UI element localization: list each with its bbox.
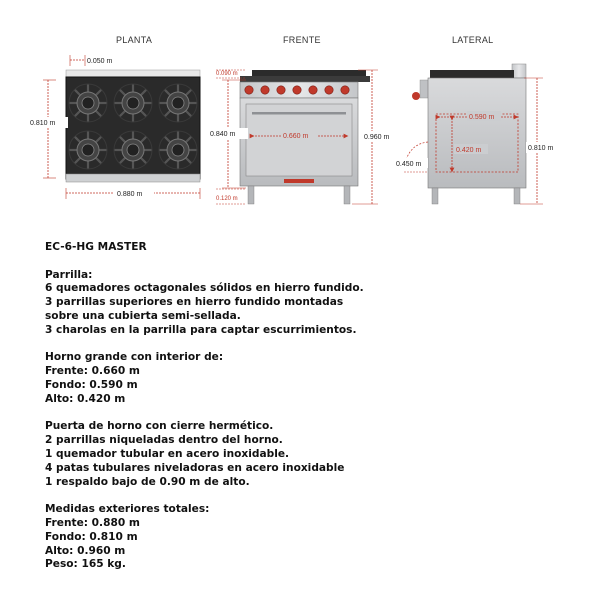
burner-icon — [69, 131, 107, 169]
knob-icon — [277, 86, 285, 94]
knob-icon — [341, 86, 349, 94]
medidas-line: Fondo: 0.810 m — [45, 530, 138, 543]
dim-lateral-door: 0.450 m — [396, 161, 422, 168]
product-title: EC-6-HG MASTER — [45, 241, 147, 253]
puerta-line: 4 patas tubulares niveladoras en acero inoxidable — [45, 461, 345, 474]
oven-handle — [252, 112, 346, 115]
dim-planta-height: 0.810 m — [30, 120, 56, 127]
burner-icon — [114, 84, 152, 122]
spec-sheet — [45, 241, 565, 572]
burner-icon — [159, 131, 197, 169]
medidas-line: Frente: 0.880 m — [45, 516, 140, 529]
dim-frente-top: 0.090 m — [216, 71, 238, 77]
puerta-line: 1 quemador tubular en acero inoxidable. — [45, 447, 290, 460]
horno-line: Frente: 0.660 m — [45, 365, 140, 378]
horno-heading: Horno grande con interior de: — [45, 351, 224, 364]
knob-icon — [309, 86, 317, 94]
technical-drawings — [0, 0, 600, 240]
burner-icon — [69, 84, 107, 122]
knob-icon — [261, 86, 269, 94]
puerta-line: Puerta de horno con cierre hermético. — [45, 420, 274, 433]
parrilla-line: 6 quemadores octagonales sólidos en hierro fundido. — [45, 282, 364, 295]
horno-line: Alto: 0.420 m — [45, 392, 126, 405]
dim-planta-top: 0.050 m — [87, 58, 113, 65]
dim-frente-height: 0.840 m — [210, 131, 236, 138]
dim-lateral-inner-width: 0.590 m — [469, 114, 495, 121]
knob-icon — [325, 86, 333, 94]
dim-lateral-inner-height: 0.420 m — [456, 147, 482, 154]
medidas-heading: Medidas exteriores totales: — [45, 503, 210, 516]
dim-lateral-height: 0.810 m — [528, 145, 554, 152]
burner-icon — [159, 84, 197, 122]
medidas-line: Peso: 165 kg. — [45, 558, 126, 571]
parrilla-line: 3 parrillas superiores en hierro fundido montadas — [45, 296, 344, 309]
dim-frente-total-height: 0.960 m — [364, 134, 390, 141]
view-label-lateral: LATERAL — [452, 35, 494, 45]
frente-view — [208, 70, 396, 204]
view-label-frente: FRENTE — [283, 35, 321, 45]
burner-icon — [114, 131, 152, 169]
dim-planta-width: 0.880 m — [117, 191, 143, 198]
view-label-planta: PLANTA — [116, 35, 153, 45]
knob-icon — [245, 86, 253, 94]
knob-icon — [293, 86, 301, 94]
parrilla-line: sobre una cubierta semi-sellada. — [45, 309, 241, 322]
planta-view — [28, 55, 200, 199]
parrilla-line: 3 charolas en la parrilla para captar escurrimientos. — [45, 323, 357, 336]
horno-line: Fondo: 0.590 m — [45, 378, 138, 391]
dim-frente-inner: 0.660 m — [283, 133, 309, 140]
lateral-view — [394, 64, 560, 204]
dim-frente-leg: 0.120 m — [216, 196, 238, 202]
parrilla-heading: Parrilla: — [45, 268, 93, 281]
puerta-line: 1 respaldo bajo de 0.90 m de alto. — [45, 475, 250, 488]
puerta-line: 2 parrillas niqueladas dentro del horno. — [45, 434, 283, 447]
medidas-line: Alto: 0.960 m — [45, 544, 126, 557]
